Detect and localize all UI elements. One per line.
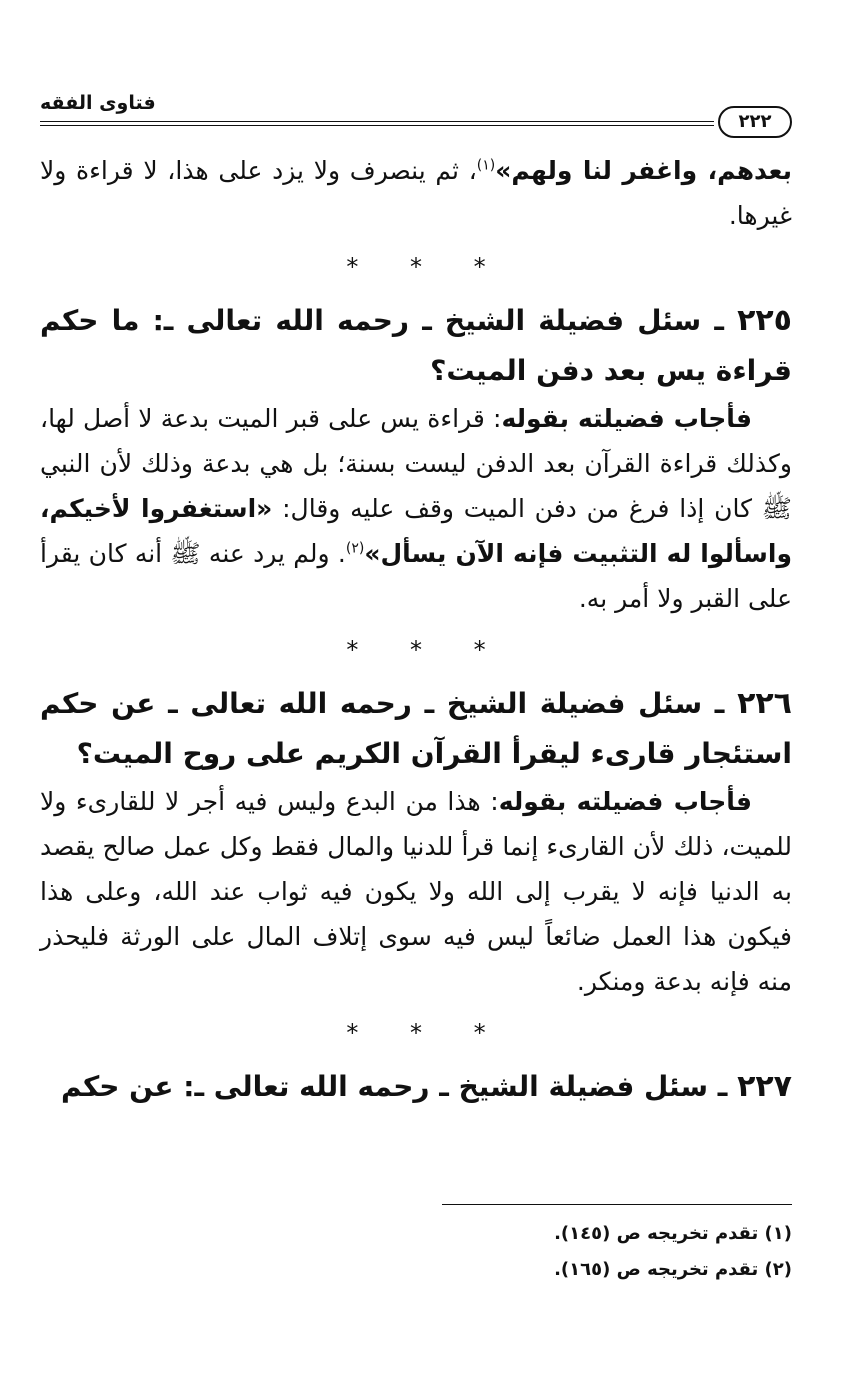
answer-lead-225: فأجاب فضيلته بقوله <box>501 404 752 433</box>
section-separator: * * * <box>346 636 508 664</box>
footnotes <box>40 1216 792 1288</box>
book-title: فتاوى الفقه <box>40 92 156 114</box>
answer-226 <box>40 779 792 1004</box>
question-number-226: ٢٢٦ <box>737 686 792 721</box>
question-226 <box>40 679 792 779</box>
answer-lead-226: فأجاب فضيلته بقوله <box>498 787 752 816</box>
question-title-227: ـ سئل فضيلة الشيخ ـ رحمه الله تعالى ـ: عن حكم <box>61 1070 738 1103</box>
footnote-ref-1: (١) <box>476 157 496 174</box>
intro-bold-text: بعدهم، واغفر لنا ولهم» <box>495 156 792 185</box>
page-number: ٢٢٢ <box>718 106 792 138</box>
footnote-rule <box>442 1204 792 1205</box>
intro-paragraph <box>40 148 792 238</box>
footnote-ref-2: (٢) <box>345 540 365 557</box>
hadith-quote: «استغفروا لأخيكم، واسألوا له التثبيت فإنه الآن يسأل» <box>40 494 792 568</box>
question-number-227: ٢٢٧ <box>737 1069 792 1104</box>
running-header <box>40 92 792 132</box>
question-227 <box>40 1062 792 1112</box>
header-rule <box>40 121 714 126</box>
answer-text-225-part2: . ولم يرد عنه ﷺ أنه كان يقرأ على القبر ولا أمر به. <box>40 539 792 613</box>
section-separator: * * * <box>346 253 508 281</box>
footnote-1: (١) تقدم تخريجه ص (١٤٥). <box>554 1223 792 1244</box>
question-225 <box>40 296 792 396</box>
question-title-225: ـ سئل فضيلة الشيخ ـ رحمه الله تعالى ـ: ما حكم قراءة يس بعد دفن الميت؟ <box>40 304 792 387</box>
page-body <box>40 148 792 1112</box>
footnote-2: (٢) تقدم تخريجه ص (١٦٥). <box>554 1259 792 1280</box>
book-page <box>40 92 792 1352</box>
answer-225 <box>40 396 792 621</box>
intro-text: ، ثم ينصرف ولا يزد على هذا، لا قراءة ولا غيرها. <box>40 156 792 230</box>
question-number-225: ٢٢٥ <box>737 303 792 338</box>
answer-text-225-part1: : قراءة يس على قبر الميت بدعة لا أصل لها، وكذلك قراءة القرآن بعد الدفن ليست بسنة؛ بل هي بدعة وذلك لأن النبي ﷺ كان إذا فرغ من دفن الميت وقف عليه وقال: <box>40 404 792 523</box>
question-title-226: ـ سئل فضيلة الشيخ ـ رحمه الله تعالى ـ عن حكم استئجار قارىء ليقرأ القرآن الكريم على روح الميت؟ <box>40 687 792 770</box>
section-separator: * * * <box>346 1019 508 1047</box>
answer-text-226: : هذا من البدع وليس فيه أجر لا للقارىء ولا للميت، ذلك لأن القارىء إنما قرأ للدنيا والمال فقط وكل عمل صالح يقصد به الدنيا فإنه لا يقرب إلى الله ولا يكون فيه ثواب عند الله، وعلى هذا فيكون هذا العمل ضائعاً ليس فيه سوى إتلاف المال على الورثة فليحذر منه فإنه بدعة ومنكر. <box>40 787 792 996</box>
